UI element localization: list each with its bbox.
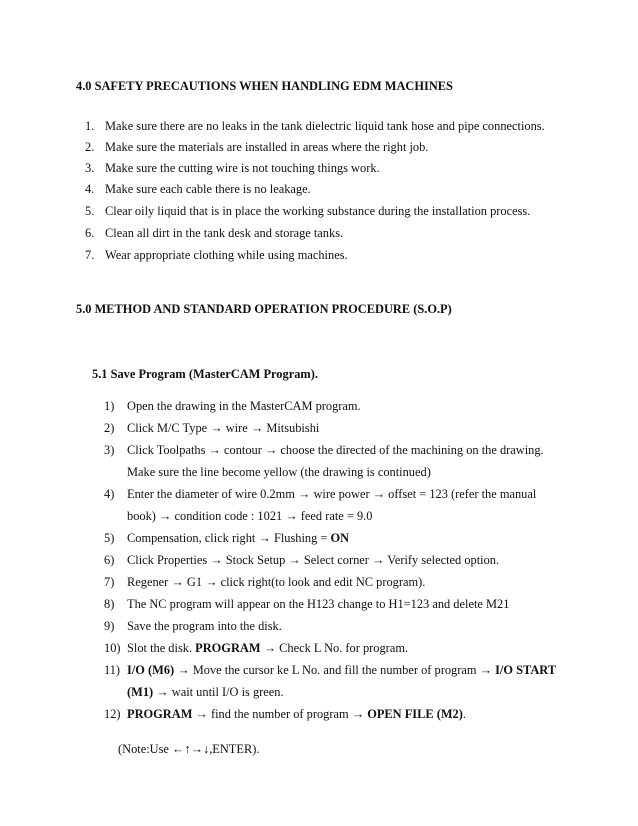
- step-number: 11): [104, 663, 121, 677]
- list-number: 6.: [85, 226, 95, 240]
- step-number: 12): [104, 707, 121, 721]
- procedure-step: [104, 641, 408, 655]
- step-text: Regener → G1 → click right(to look and edit NC program).: [127, 575, 426, 589]
- step-number: 8): [104, 597, 115, 611]
- procedure-step: [104, 619, 282, 633]
- step-bold-text: PROGRAM: [127, 707, 193, 721]
- step-bold-text: I/O START: [495, 663, 557, 677]
- step-text: Enter the diameter of wire 0.2mm → wire power → offset = 123 (refer the manual: [127, 487, 537, 501]
- procedure-step: [104, 399, 361, 413]
- step-number: 2): [104, 421, 115, 435]
- step-bold-text: (M1): [127, 685, 154, 699]
- step-number: 5): [104, 531, 115, 545]
- list-text: Make sure the materials are installed in areas where the right job.: [105, 140, 429, 154]
- step-number: 4): [104, 487, 115, 501]
- step-text: Click Toolpaths → contour → choose the directed of the machining on the drawing.: [127, 443, 544, 457]
- list-text: Make sure there are no leaks in the tank dielectric liquid tank hose and pipe connections.: [105, 119, 545, 133]
- safety-list-item: [85, 119, 545, 133]
- list-text: Clear oily liquid that is in place the working substance during the installation process.: [105, 204, 531, 218]
- step-text: .: [462, 707, 466, 721]
- procedure-step: [104, 531, 349, 545]
- step-text: → wait until I/O is green.: [153, 685, 284, 699]
- procedure-step: [104, 443, 544, 457]
- list-text: Make sure each cable there is no leakage.: [105, 182, 311, 196]
- step-text: Open the drawing in the MasterCAM program.: [127, 399, 361, 413]
- safety-list-item: [85, 140, 428, 154]
- step-number: 1): [104, 399, 115, 413]
- procedure-step: [104, 553, 499, 567]
- safety-list-item: [85, 226, 343, 240]
- safety-list-item: [85, 248, 348, 262]
- list-number: 3.: [85, 161, 95, 175]
- sub-section-heading: 5.1 Save Program (MasterCAM Program).: [92, 367, 318, 381]
- step-number: 3): [104, 443, 115, 457]
- list-number: 7.: [85, 248, 95, 262]
- list-number: 2.: [85, 140, 95, 154]
- list-number: 5.: [85, 204, 95, 218]
- step-text: Make sure the line become yellow (the drawing is continued): [127, 465, 431, 479]
- procedure-step: [104, 707, 466, 721]
- list-text: Make sure the cutting wire is not touching things work.: [105, 161, 380, 175]
- step-bold-text: ON: [330, 531, 350, 545]
- step-number: 7): [104, 575, 115, 589]
- step-text: Compensation, click right → Flushing =: [127, 531, 331, 545]
- procedure-step-continuation: [104, 509, 372, 523]
- procedure-step: [104, 487, 536, 501]
- step-bold-text: OPEN FILE (M2): [367, 707, 463, 721]
- step-text: The NC program will appear on the H123 change to H1=123 and delete M21: [127, 597, 510, 611]
- list-number: 1.: [85, 119, 95, 133]
- step-bold-text: I/O (M6): [127, 663, 175, 677]
- step-text: → Check L No. for program.: [260, 641, 409, 655]
- section-4-heading: 4.0 SAFETY PRECAUTIONS WHEN HANDLING EDM MACHINES: [76, 79, 453, 93]
- list-number: 4.: [85, 182, 95, 196]
- step-text: → find the number of program →: [192, 707, 368, 721]
- procedure-step: [104, 597, 509, 611]
- step-number: 9): [104, 619, 115, 633]
- step-text: → Move the cursor ke L No. and fill the number of program →: [174, 663, 496, 677]
- list-text: Clean all dirt in the tank desk and storage tanks.: [105, 226, 344, 240]
- step-text: Click Properties → Stock Setup → Select corner → Verify selected option.: [127, 553, 500, 567]
- procedure-step-continuation: [104, 685, 284, 699]
- step-text: book) → condition code : 1021 → feed rate = 9.0: [127, 509, 373, 523]
- step-number: 10): [104, 641, 121, 655]
- safety-list-item: [85, 161, 380, 175]
- procedure-step-continuation: [104, 465, 431, 479]
- list-text: Wear appropriate clothing while using machines.: [105, 248, 348, 262]
- procedure-step: [104, 663, 556, 677]
- procedure-step: [104, 575, 425, 589]
- section-5-heading: 5.0 METHOD AND STANDARD OPERATION PROCEDURE (S.O.P): [76, 302, 452, 316]
- step-number: 6): [104, 553, 115, 567]
- safety-list-item: [85, 182, 311, 196]
- step-text: Slot the disk.: [127, 641, 196, 655]
- step-text: Save the program into the disk.: [127, 619, 282, 633]
- step-text: Click M/C Type → wire → Mitsubishi: [127, 421, 320, 435]
- step-bold-text: PROGRAM: [195, 641, 261, 655]
- procedure-step: [104, 421, 319, 435]
- safety-list-item: [85, 204, 530, 218]
- keyboard-note: (Note:Use ←↑→↓,ENTER).: [118, 742, 260, 756]
